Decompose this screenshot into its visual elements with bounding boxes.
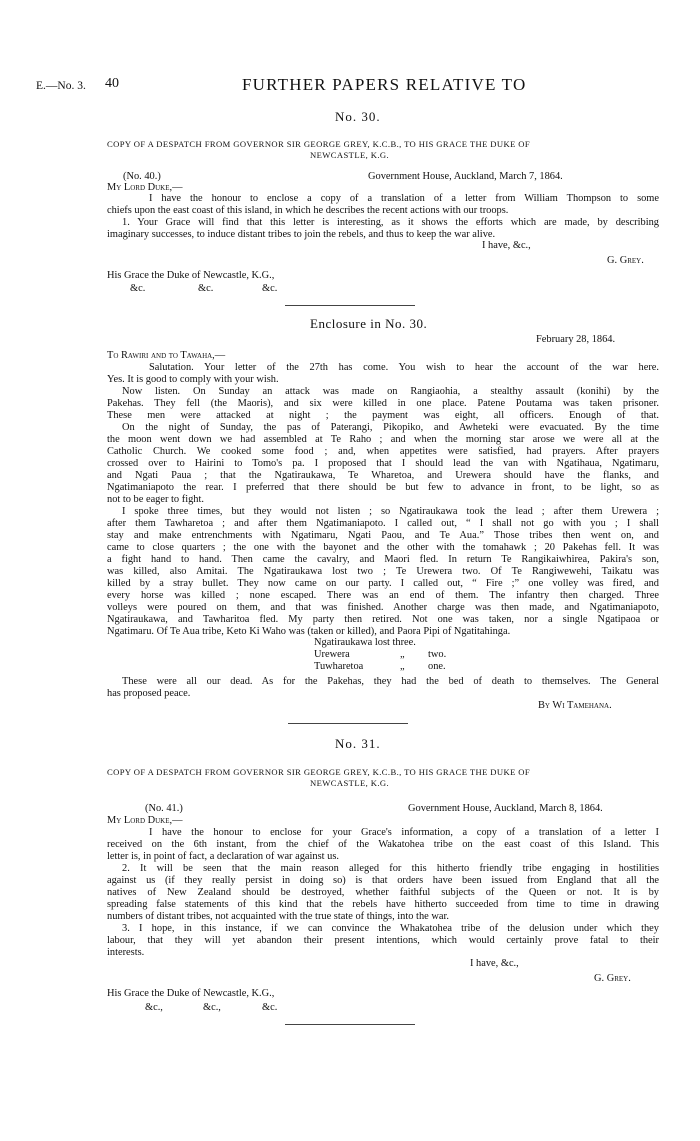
despatch-30-para-2-line-2: imaginary successes, to induce distant tribes to join the rebels, and thus to keep the war alive. <box>107 229 496 240</box>
running-title: FURTHER PAPERS RELATIVE TO <box>242 75 527 94</box>
body-line: the moon went down we had assembled at Te Raho ; and when the morning star arose we were all at the <box>107 434 659 445</box>
despatch-30-para-1-line-1: I have the honour to enclose a copy of a translation of a letter from William Thompson to some <box>149 193 659 204</box>
body-line: Yes. It is good to comply with your wish. <box>107 374 279 385</box>
body-line: 2. It will be seen that the main reason alleged for this hitherto friendly tribe engaging in hostilities <box>122 863 659 874</box>
body-line: a fight hand to hand. Then came the cavalry, and Maori fled. In return Te Rangikaiwhirea, Pakira's son, <box>107 554 659 565</box>
body-line: volleys were poured on them, and that was finished. Another charge was then made, and Ngatimaniapoto, <box>107 602 659 613</box>
enclosure-date: February 28, 1864. <box>536 334 616 345</box>
addressee-30: His Grace the Duke of Newcastle, K.G., <box>107 270 275 281</box>
section-divider-2 <box>288 723 408 724</box>
body-line: Salutation. Your letter of the 27th has come. You wish to hear the account of the war here. <box>149 362 659 373</box>
section-divider-3 <box>285 1024 415 1025</box>
despatch-heading-31: COPY OF A DESPATCH FROM GOVERNOR SIR GEORGE GREY, K.C.B., TO HIS GRACE THE DUKE OF <box>107 767 531 777</box>
enclosure-final-line-1: These were all our dead. As for the Pakehas, they had the bed of death to themselves. The General <box>122 676 659 687</box>
body-line: and Ngati Paua ; that the Ngatiraukawa, Te Wharetoa, and Urewera should have the flanks, and <box>107 470 659 481</box>
body-line: I have the honour to enclose for your Grace's information, a copy of a translation of a letter I <box>149 827 659 838</box>
despatch-30-para-2-line-1: 1. Your Grace will find that this letter is interesting, as it shows the efforts which are made, by describing <box>122 217 659 228</box>
body-line: against us (if they really persist in doing so) is that orders have been issued from England that all the <box>107 875 659 886</box>
enclosure-signature: By Wi Tamehana. <box>538 700 612 711</box>
body-line: crossed over to Hairini to Tomo's pa. I proposed that I should lead the van with Ngatihaua, Ngatimaru, <box>107 458 659 469</box>
body-line: spreading false statements of this kind that the rebels have hitherto succeeded from time to time in drawing <box>107 899 659 910</box>
body-line: interests. <box>107 947 145 958</box>
body-line: I spoke three times, but they would not listen ; so Ngatiraukawa took the lead ; after them Urewera ; <box>122 506 659 517</box>
body-line: not to be eager to fight. <box>107 494 204 505</box>
section-divider-1 <box>285 305 415 306</box>
loss-row-1-tribe: Ngatiraukawa lost three. <box>314 637 416 648</box>
despatch-heading-30-line-2: NEWCASTLE, K.G. <box>310 150 390 160</box>
loss-row-2-count: two. <box>428 649 447 660</box>
closing-30: I have, &c., <box>482 240 531 251</box>
body-line: labour, that they will yet abandon their present intentions, which would certainly prove fatal to their <box>107 935 659 946</box>
body-line: stay and make entrenchments with Ngatimaru, Ngati Paou, and Te Aua.” Those tribes then went on, and <box>107 530 659 541</box>
document-number-30: No. 30. <box>335 109 381 124</box>
body-line: natives of New Zealand should be destroyed, whether faithful subjects of the Queen or not. It is by <box>107 887 659 898</box>
body-line: Pakehas. They fell (the Maoris), and six were killed in one place. Patene Poutama was taken prisoner. <box>107 398 659 409</box>
loss-row-3-count: one. <box>428 661 446 672</box>
body-line: came to close quarters ; the one with the bayonet and the other with the tomahawk ; 20 Pakehas fell. It was <box>107 542 659 553</box>
body-line: These men were attacked at night ; the payment was eight, all officers. Enough of that. <box>107 410 659 421</box>
addressee-30-etc-1: &c. <box>130 283 146 294</box>
enclosure-title: Enclosure in No. 30. <box>310 316 428 331</box>
addressee-31-etc-3: &c. <box>262 1002 278 1013</box>
despatch-place-date-31: Government House, Auckland, March 8, 1864. <box>408 803 603 814</box>
closing-31: I have, &c., <box>470 958 519 969</box>
loss-row-3-tribe: Tuwharetoa <box>314 661 364 672</box>
salutation-30: My Lord Duke,— <box>107 182 183 193</box>
addressee-30-etc-2: &c. <box>198 283 214 294</box>
body-line: Ngatimaru. Of Te Aua tribe, Keto Ki Waho was (taken or killed), and Paora Pipi of Ngatitahinga. <box>107 626 511 637</box>
loss-row-2-tribe: Urewera <box>314 649 350 660</box>
document-code: E.—No. 3. <box>36 80 86 92</box>
body-line: letter is, in point of fact, a declaration of war against us. <box>107 851 339 862</box>
page-number: 40 <box>105 76 119 91</box>
body-line: Ngatimaniapoto the rear. I preferred that there should be but few to advance in front, to be light, so as <box>107 482 659 493</box>
document-number-31: No. 31. <box>335 736 381 751</box>
addressee-31-etc-1: &c., <box>145 1002 163 1013</box>
addressee-31: His Grace the Duke of Newcastle, K.G., <box>107 988 275 999</box>
body-line: was killed, also Amitai. The Ngatiraukawa lost two ; Te Urewera two. Of Te Rangiwewehi, Taikatu was <box>107 566 659 577</box>
signature-30: G. Grey. <box>607 255 644 266</box>
body-line: killed by a stray bullet. They now came on our party. I called out, “ Fire ;” one volley was fired, and <box>107 578 659 589</box>
body-line: Now listen. On Sunday an attack was made on Rangiaohia, a stealthy assault (konihi) by the <box>122 386 659 397</box>
loss-row-3-ditto: „ <box>400 661 405 672</box>
body-line: received on the 6th instant, from the chief of the Wakatohea tribe on the east coast of this Island. This <box>107 839 659 850</box>
signature-31: G. Grey. <box>594 973 631 984</box>
body-line: every horse was killed ; none escaped. There was an end of them. The infantry then charged. Three <box>107 590 659 601</box>
enclosure-addressees: To Rawiri and to Tawaha,— <box>107 350 226 361</box>
body-line: On the night of Sunday, the pas of Paterangi, Pikopiko, and Awheteki were evacuated. By the time <box>122 422 659 433</box>
despatch-ref-30: (No. 40.) <box>123 171 161 182</box>
body-line: 3. I hope, in this instance, if we can convince the Whakatohea tribe of the delusion under which they <box>122 923 659 934</box>
addressee-31-etc-2: &c., <box>203 1002 221 1013</box>
salutation-31: My Lord Duke,— <box>107 815 183 826</box>
despatch-heading-30: COPY OF A DESPATCH FROM GOVERNOR SIR GEORGE GREY, K.C.B., TO HIS GRACE THE DUKE OF <box>107 139 531 149</box>
body-line: Ngatiraukawa, and Tawharitoa fled. My party then retired. Not one was taken, nor a single Ngatipaoa or <box>107 614 659 625</box>
despatch-heading-31-line-2: NEWCASTLE, K.G. <box>310 778 390 788</box>
body-line: numbers of distant tribes, not acquainted with the true state of things, into the war. <box>107 911 449 922</box>
body-line: Catholic Church. We cooked some food ; and, when appetites were satisfied, had prayers. After prayers <box>107 446 659 457</box>
loss-row-2-ditto: „ <box>400 649 405 660</box>
despatch-place-date-30: Government House, Auckland, March 7, 1864. <box>368 171 563 182</box>
despatch-ref-31: (No. 41.) <box>145 803 183 814</box>
addressee-30-etc-3: &c. <box>262 283 278 294</box>
body-line: after them Tawharetoa ; and after them Ngatimaniapoto. I called out, “ I shall not go with you ; I shall <box>107 518 659 529</box>
despatch-30-para-1-line-2: chiefs upon the east coast of this island, in which he describes the recent actions with our troops. <box>107 205 509 216</box>
enclosure-final-line-2: has proposed peace. <box>107 688 191 699</box>
